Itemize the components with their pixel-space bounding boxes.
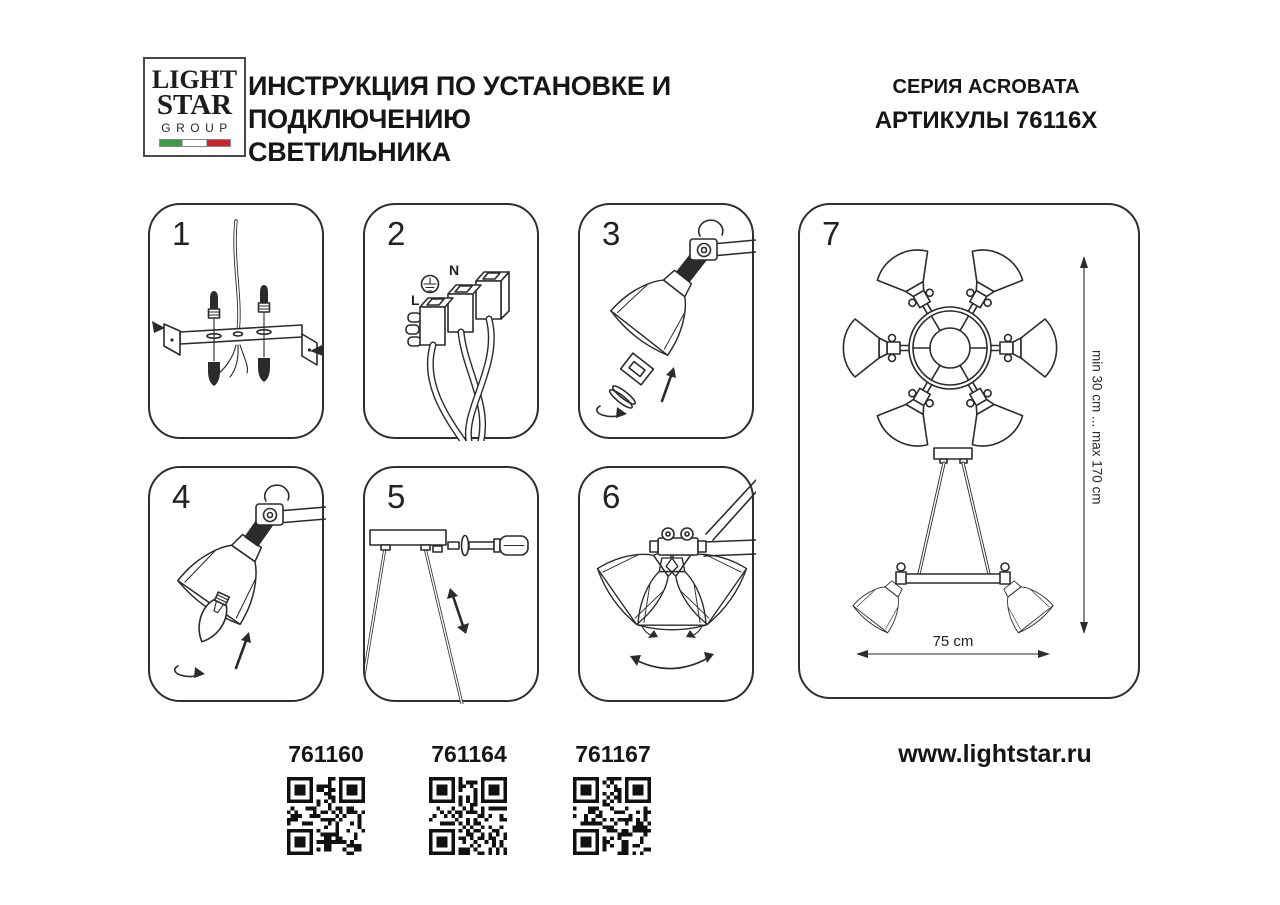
qr-code xyxy=(429,777,507,855)
series-label: СЕРИЯ ACROBATA xyxy=(892,76,1080,98)
step-number: 7 xyxy=(822,215,841,252)
label-line: L xyxy=(411,292,420,308)
step-6-panel xyxy=(578,466,754,702)
logo-text-light: LIGHT xyxy=(151,64,238,94)
step-2-panel xyxy=(363,203,539,439)
article-number: 761160 xyxy=(288,741,364,767)
website-url: www.lightstar.ru xyxy=(898,740,1092,768)
step-5-panel xyxy=(363,466,539,702)
height-dimension-label: min 30 cm ... max 170 cm xyxy=(1089,350,1105,505)
page-title xyxy=(248,70,678,169)
label-neutral: N xyxy=(449,262,460,278)
step-number: 4 xyxy=(172,478,191,515)
qr-code xyxy=(287,777,365,855)
step-number: 6 xyxy=(602,478,621,515)
title-line-1: ИНСТРУКЦИЯ ПО УСТАНОВКЕ И xyxy=(248,71,671,101)
step-3-panel xyxy=(578,203,754,439)
light-bulb xyxy=(191,590,234,647)
chandelier-side-view xyxy=(851,448,1055,635)
step-number: 3 xyxy=(602,215,621,252)
article-number: 761167 xyxy=(575,741,651,767)
step-number: 1 xyxy=(172,215,191,252)
logo-text-group: GROUP xyxy=(161,120,233,135)
article-number: 761164 xyxy=(431,741,507,767)
step-1-panel xyxy=(148,203,324,439)
title-line-2: ПОДКЛЮЧЕНИЮ СВЕТИЛЬНИКА xyxy=(248,104,471,167)
step-4-panel xyxy=(148,466,324,702)
chandelier-top-view xyxy=(843,241,1056,455)
series-block xyxy=(828,76,1144,135)
step-number: 2 xyxy=(387,215,406,252)
screwdriver xyxy=(448,536,528,556)
italian-flag-icon xyxy=(159,139,231,147)
qr-code xyxy=(573,777,651,855)
logo-text-star: STAR xyxy=(156,88,233,121)
step-number: 5 xyxy=(387,478,406,515)
width-dimension-label: 75 cm xyxy=(932,633,974,650)
articles-label: АРТИКУЛЫ 76116X xyxy=(874,107,1098,134)
lightstar-logo xyxy=(143,57,246,157)
earth-symbol-icon xyxy=(422,276,439,293)
